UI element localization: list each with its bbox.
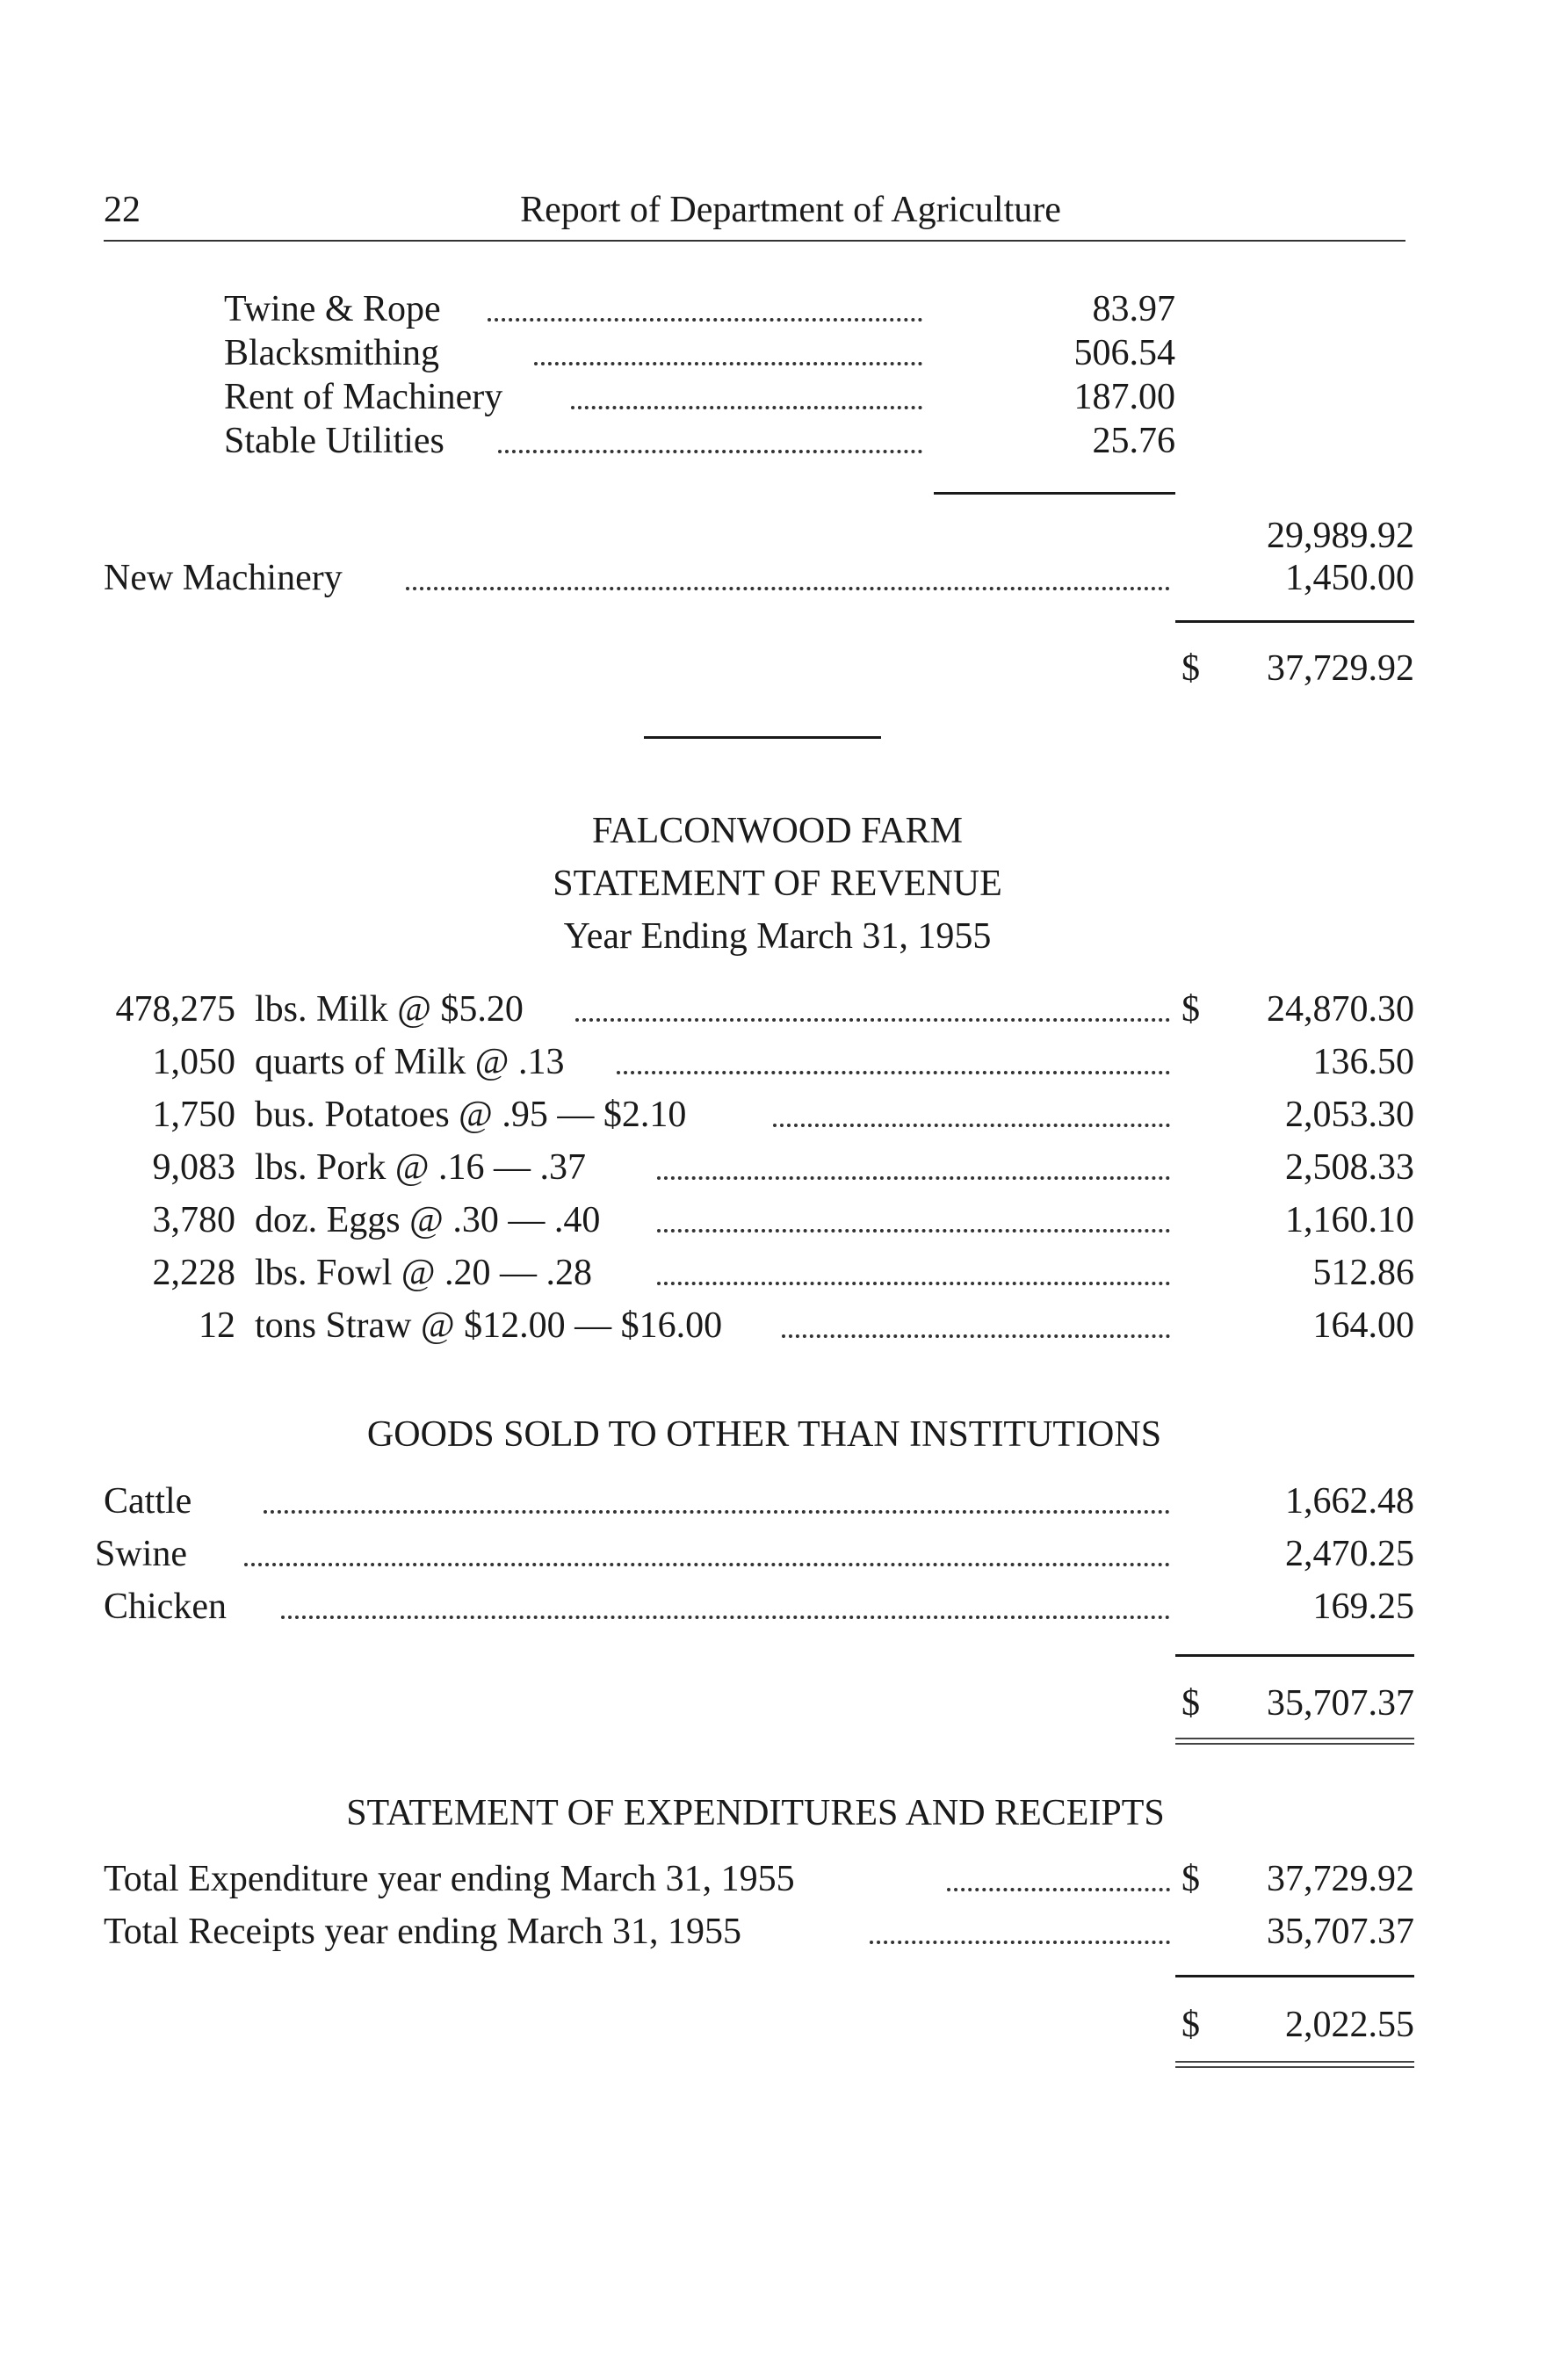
goods-label: Swine [95, 1534, 187, 1574]
new-machinery-label: New Machinery [104, 558, 343, 598]
header-divider [104, 240, 1405, 242]
summary-label: Total Receipts year ending March 31, 1955 [104, 1912, 742, 1952]
expense-label: Twine & Rope [224, 289, 441, 329]
revenue-amount: 136.50 [1312, 1042, 1414, 1082]
farm-name-heading: FALCONWOOD FARM [592, 811, 963, 851]
total-rule [1175, 620, 1414, 623]
goods-amount: 169.25 [1312, 1587, 1414, 1627]
leader-dots [264, 1510, 1170, 1514]
goods-label: Chicken [104, 1587, 227, 1627]
page-number: 22 [104, 190, 141, 230]
leader-dots [498, 450, 922, 453]
goods-total-currency-sign: $ [1181, 1683, 1200, 1724]
total-currency-sign: $ [1181, 648, 1200, 689]
leader-dots [406, 587, 1170, 590]
goods-total-rule [1175, 1654, 1414, 1657]
goods-total-amount: 35,707.37 [1267, 1683, 1414, 1724]
revenue-qty: 1,750 [152, 1095, 235, 1135]
leader-dots [575, 1018, 1170, 1022]
revenue-description: lbs. Fowl @ .20 — .28 [255, 1253, 593, 1293]
expenditures-receipts-heading: STATEMENT OF EXPENDITURES AND RECEIPTS [346, 1793, 1165, 1833]
statement-period: Year Ending March 31, 1955 [563, 916, 992, 957]
summary-amount: 37,729.92 [1267, 1859, 1414, 1899]
expense-label: Rent of Machinery [224, 377, 503, 417]
revenue-currency-sign: $ [1181, 989, 1200, 1030]
running-title: Report of Department of Agriculture [520, 190, 1061, 230]
revenue-amount: 24,870.30 [1267, 989, 1414, 1030]
goods-sold-heading: GOODS SOLD TO OTHER THAN INSTITUTIONS [366, 1414, 1162, 1455]
leader-dots [870, 1941, 1170, 1944]
revenue-description: lbs. Pork @ .16 — .37 [255, 1147, 587, 1188]
summary-currency-sign: $ [1181, 1859, 1200, 1899]
revenue-qty: 1,050 [152, 1042, 235, 1082]
leader-dots [281, 1616, 1170, 1619]
difference-rule [1175, 1975, 1414, 1977]
leader-dots [617, 1071, 1170, 1074]
revenue-qty: 12 [199, 1305, 235, 1346]
leader-dots [773, 1124, 1170, 1127]
leader-dots [657, 1229, 1170, 1233]
revenue-amount: 1,160.10 [1285, 1200, 1414, 1240]
revenue-qty: 3,780 [152, 1200, 235, 1240]
leader-dots [947, 1888, 1170, 1891]
leader-dots [782, 1334, 1170, 1338]
revenue-amount: 2,508.33 [1285, 1147, 1414, 1188]
goods-total-double-rule [1175, 1738, 1414, 1745]
revenue-description: lbs. Milk @ $5.20 [255, 989, 524, 1030]
goods-amount: 2,470.25 [1285, 1534, 1414, 1574]
statement-heading: STATEMENT OF REVENUE [553, 864, 1002, 904]
expense-amount: 83.97 [1092, 289, 1175, 329]
revenue-qty: 9,083 [152, 1147, 235, 1188]
expense-amount: 187.00 [1073, 377, 1175, 417]
summary-amount: 35,707.37 [1267, 1912, 1414, 1952]
expense-label: Stable Utilities [224, 421, 444, 461]
leader-dots [657, 1176, 1170, 1180]
expense-total-amount: 37,729.92 [1267, 648, 1414, 689]
revenue-amount: 512.86 [1312, 1253, 1414, 1293]
leader-dots [534, 362, 922, 365]
difference-currency-sign: $ [1181, 2005, 1200, 2045]
summary-label: Total Expenditure year ending March 31, 1955 [104, 1859, 795, 1899]
revenue-qty: 478,275 [115, 989, 235, 1030]
goods-label: Cattle [104, 1481, 192, 1522]
revenue-description: doz. Eggs @ .30 — .40 [255, 1200, 601, 1240]
new-machinery-amount: 1,450.00 [1285, 558, 1414, 598]
revenue-qty: 2,228 [152, 1253, 235, 1293]
expense-amount: 25.76 [1092, 421, 1175, 461]
revenue-description: tons Straw @ $12.00 — $16.00 [255, 1305, 723, 1346]
revenue-amount: 164.00 [1312, 1305, 1414, 1346]
subtotal-rule [934, 492, 1175, 495]
revenue-description: bus. Potatoes @ .95 — $2.10 [255, 1095, 687, 1135]
section-separator [644, 736, 881, 739]
revenue-description: quarts of Milk @ .13 [255, 1042, 565, 1082]
difference-double-rule [1175, 2061, 1414, 2068]
leader-dots [657, 1282, 1170, 1285]
expense-label: Blacksmithing [224, 333, 439, 373]
leader-dots [571, 406, 922, 409]
subtotal-amount: 29,989.92 [1267, 516, 1414, 556]
difference-amount: 2,022.55 [1285, 2005, 1414, 2045]
leader-dots [244, 1563, 1170, 1566]
leader-dots [488, 318, 922, 322]
expense-amount: 506.54 [1073, 333, 1175, 373]
revenue-amount: 2,053.30 [1285, 1095, 1414, 1135]
goods-amount: 1,662.48 [1285, 1481, 1414, 1522]
